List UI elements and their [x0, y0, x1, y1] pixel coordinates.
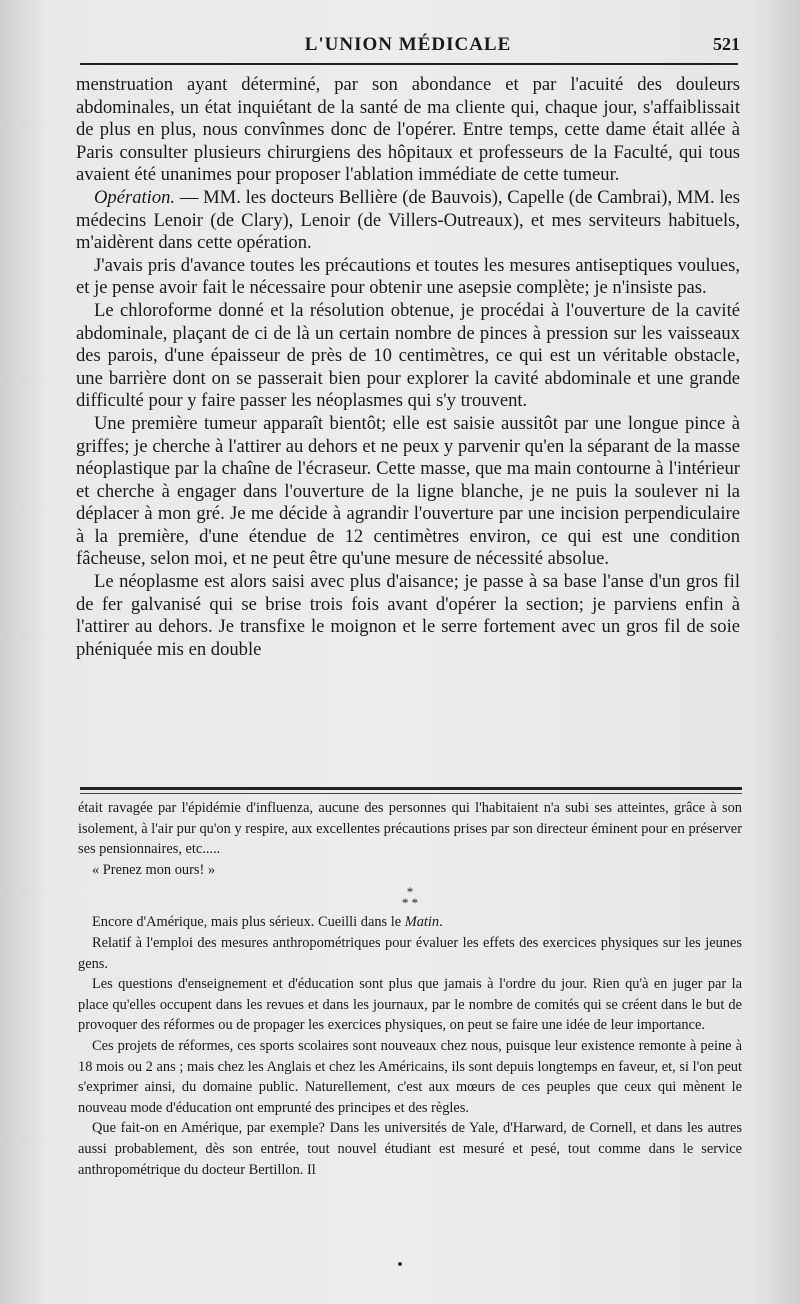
operation-text: — MM. les docteurs Bellière (de Bauvois), Capelle (de Cambrai), MM. les médecins Lenoir (de Clary), Lenoir (de Villers-Outreaux), et mes serviteurs habituels, m'aidèrent dans cette opération.	[76, 186, 740, 254]
asterism-bottom: * *	[401, 895, 419, 911]
paragraph-3: J'avais pris d'avance toutes les précautions et toutes les mesures antiseptiques voulues, et je pense avoir fait le nécessaire pour obtenir une asepsie complète; je n'insiste pas.	[76, 254, 740, 299]
feuilleton-rule-thin	[80, 793, 742, 794]
ink-dot	[398, 1262, 402, 1266]
asterism-top: *	[406, 884, 414, 900]
paragraph-5: Une première tumeur apparaît bientôt; elle est saisie aussitôt par une longue pince à griffes; je cherche à l'attirer au dehors et ne peux y parvenir qu'en la séparant de la masse néoplastique par la chaîne de l'écraseur. Cette masse, que ma main contourne à l'intérieur et cherche à engager dans l'ouverture de la ligne blanche, je ne puis la soulever ni la déplacer à mon gré. Je me décide à agrandir l'ouverture par une incision perpendiculaire à la première, d'une étendue de 12 centimètres environ, ce qui est une condition fâcheuse, selon moi, et ne peut être qu'une mesure de nécessité absolue.	[76, 412, 740, 570]
paragraph-6: Le néoplasme est alors saisi avec plus d'aisance; je passe à sa base l'anse d'un gros fil de fer galvanisé qui se brise trois fois avant d'opérer la section; je parviens enfin à l'attirer au dehors. Je transfixe le moignon et le serre fortement avec un gros fil de soie phéniquée mis en double	[76, 571, 740, 660]
feuilleton-section	[78, 798, 742, 1180]
feuilleton-intro	[78, 912, 742, 933]
paragraph-4: Le chloroforme donné et la résolution obtenue, je procédai à l'ouverture de la cavité abdominale, plaçant de ci de là un certain nombre de pinces à pression sur les vaisseaux des parois, d'une épaisseur de près de 10 centimètres, ce qui est un véritable obstacle, une barrière dont on se passerait bien pour explorer la cavité abdominale et une grande difficulté pour y faire passer les néoplasmes qui s'y trouvent.	[76, 299, 740, 412]
feuilleton-paragraph-7: Que fait-on en Amérique, par exemple? Dans les universités de Yale, d'Harward, de Cornell, et dans les autres aussi probablement, dès son entrée, tout nouvel étudiant est mesuré et pesé, tout comme dans le service anthropométrique du docteur Bertillon. Il	[78, 1120, 742, 1178]
asterism-divider	[78, 884, 742, 911]
feuilleton-paragraph-4: Relatif à l'emploi des mesures anthropométriques pour évaluer les effets des exercices physiques sur les jeunes gens.	[78, 934, 742, 972]
feuilleton-paragraph-6: Ces projets de réformes, ces sports scolaires sont nouveaux chez nous, puisque leur existence remonte à peine à 18 mois ou 2 ans ; mais chez les Anglais et chez les Américains, ils sont depuis longtemps en faveur, et, si l'on peut s'exprimer ainsi, du domaine public. Naturellement, c'est aux mœurs de ces peuples que ceux qui mènent le nouveau mode d'éducation ont emprunté des principes et des règles.	[78, 1037, 742, 1116]
intro-source: Matin	[404, 914, 440, 931]
page-number: 521	[713, 34, 740, 54]
running-head: L'UNION MÉDICALE	[304, 34, 512, 55]
page-header	[76, 34, 740, 58]
intro-text: Encore d'Amérique, mais plus sérieux. Cueilli dans le	[92, 914, 405, 931]
feuilleton-paragraph-5: Les questions d'enseignement et d'éducation sont plus que jamais à l'ordre du jour. Rien qu'à en juger par la place qu'elles occupent dans les revues et dans les journaux, par le nombre de comités qui se créent dans le but de provoquer des réformes ou de propager les exercices physiques, on peut se faire une idée de leur importance.	[78, 976, 742, 1034]
paragraph-1: menstruation ayant déterminé, par son abondance et par l'acuité des douleurs abdominales, un état inquiétant de la santé de ma cliente qui, chaque jour, s'affaiblissait de plus en plus, nous convînmes donc de l'opérer. Entre temps, cette dame était allée à Paris consulter plusieurs chirurgiens des hôpitaux et professeurs de la Faculté, qui tous avaient été unanimes pour proposer l'ablation immédiate de cette tumeur.	[76, 74, 740, 186]
header-rule	[80, 63, 738, 65]
main-article-text	[76, 74, 740, 661]
feuilleton-rule-thick	[80, 787, 742, 790]
feuilleton-paragraph-1: était ravagée par l'épidémie d'influenza, aucune des personnes qui l'habitaient n'a subi ses atteintes, grâce à son isolement, à l'air pur qu'on y respire, aux excellentes précautions prises par son directeur éminent pour en préserver ses pensionnaires, etc.....	[78, 800, 742, 858]
feuilleton-quote: « Prenez mon ours! »	[92, 861, 216, 878]
paragraph-operation	[76, 187, 740, 255]
operation-label: Opération.	[94, 186, 176, 208]
intro-end: .	[439, 914, 443, 931]
